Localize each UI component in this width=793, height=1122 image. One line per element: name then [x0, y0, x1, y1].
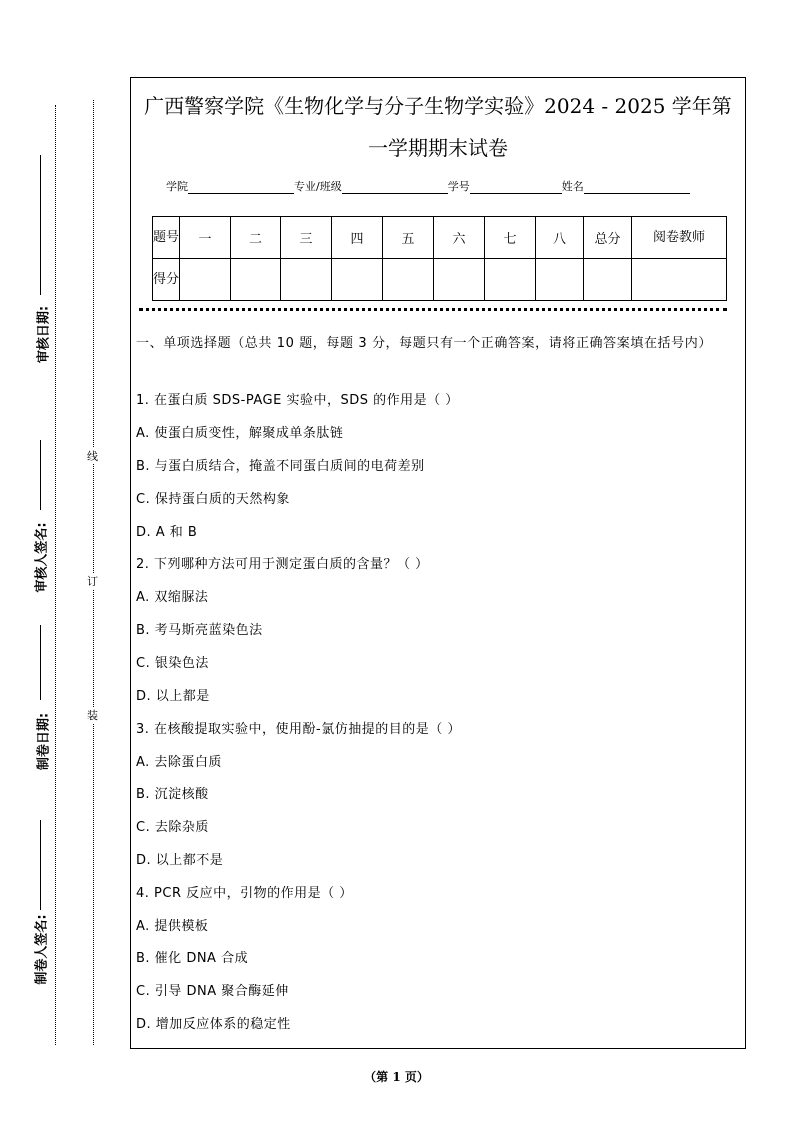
dotted-separator [139, 308, 727, 311]
score-label: 得分 [153, 259, 180, 301]
option: D. 增加反应体系的稳定性 [136, 1017, 291, 1032]
score-cell[interactable] [281, 259, 332, 301]
col-3: 三 [281, 217, 332, 259]
option: B. 催化 DNA 合成 [136, 951, 249, 966]
score-cell[interactable] [332, 259, 383, 301]
question-stem: 4. PCR 反应中，引物的作用是（ ） [136, 886, 353, 901]
score-cell[interactable] [485, 259, 536, 301]
option: D. 以上都不是 [136, 853, 224, 868]
option: A. 使蛋白质变性，解聚成单条肽链 [136, 426, 344, 441]
score-table-header-row [153, 217, 727, 259]
student-info-line [166, 178, 690, 194]
option: D. 以上都是 [136, 689, 210, 704]
reviewer-sign-line [40, 440, 41, 510]
maker-sign-label: 制卷人签名: [34, 914, 50, 985]
col-8: 八 [536, 217, 584, 259]
col-grader: 阅卷教师 [632, 217, 727, 259]
reviewer-sign-label: 审核人签名: [34, 522, 50, 593]
review-date-line [40, 155, 41, 295]
major-class-label: 专业/班级 [294, 180, 342, 193]
college-field[interactable] [188, 181, 294, 194]
binding-order-char: 订 [87, 575, 98, 588]
exam-title-line2: 一学期期末试卷 [368, 136, 508, 160]
score-cell[interactable] [383, 259, 434, 301]
option: A. 双缩脲法 [136, 590, 209, 605]
page-footer: （第 1 页） [364, 1070, 429, 1084]
option: B. 考马斯亮蓝染色法 [136, 623, 263, 638]
maker-sign-line [40, 820, 41, 910]
score-cell[interactable] [536, 259, 584, 301]
score-cell[interactable] [180, 259, 231, 301]
section-heading: 一、单项选择题（总共 10 题，每题 3 分，每题只有一个正确答案，请将正确答案填在括号内） [136, 336, 712, 351]
col-7: 七 [485, 217, 536, 259]
review-date-label: 审核日期: [36, 305, 52, 364]
make-date-line [40, 625, 41, 700]
col-total: 总分 [584, 217, 632, 259]
score-cell[interactable] [584, 259, 632, 301]
option: B. 沉淀核酸 [136, 787, 209, 802]
question-stem: 3. 在核酸提取实验中，使用酚-氯仿抽提的目的是（ ） [136, 722, 461, 737]
option: D. A 和 B [136, 525, 198, 540]
option: C. 保持蛋白质的天然构象 [136, 492, 290, 507]
question-stem: 1. 在蛋白质 SDS-PAGE 实验中，SDS 的作用是（ ） [136, 393, 459, 408]
col-5: 五 [383, 217, 434, 259]
score-table [152, 216, 727, 301]
score-cell[interactable] [632, 259, 727, 301]
score-table-score-row [153, 259, 727, 301]
exam-frame [130, 77, 746, 1049]
college-label: 学院 [166, 180, 188, 193]
binding-line-char: 线 [87, 450, 98, 463]
make-date-label: 制卷日期: [36, 712, 52, 771]
name-label: 姓名 [561, 180, 584, 193]
option: B. 与蛋白质结合，掩盖不同蛋白质间的电荷差别 [136, 459, 425, 474]
student-id-field[interactable] [470, 181, 562, 194]
col-4: 四 [332, 217, 383, 259]
col-6: 六 [434, 217, 485, 259]
col-2: 二 [231, 217, 281, 259]
header-label: 题号 [153, 217, 180, 259]
question-stem: 2. 下列哪种方法可用于测定蛋白质的含量？（ ） [136, 557, 429, 572]
option: C. 引导 DNA 聚合酶延伸 [136, 984, 289, 999]
name-field[interactable] [584, 181, 690, 194]
score-cell[interactable] [434, 259, 485, 301]
option: C. 去除杂质 [136, 820, 209, 835]
score-cell[interactable] [231, 259, 281, 301]
binding-bind-char: 装 [87, 709, 98, 722]
col-1: 一 [180, 217, 231, 259]
binding-dotted-line-left [55, 105, 56, 1045]
exam-title-line1: 广西警察学院《生物化学与分子生物学实验》2024 - 2025 学年第 [144, 94, 732, 118]
option: A. 去除蛋白质 [136, 755, 222, 770]
option: A. 提供模板 [136, 919, 209, 934]
major-class-field[interactable] [342, 181, 448, 194]
option: C. 银染色法 [136, 656, 209, 671]
student-id-label: 学号 [447, 180, 470, 193]
